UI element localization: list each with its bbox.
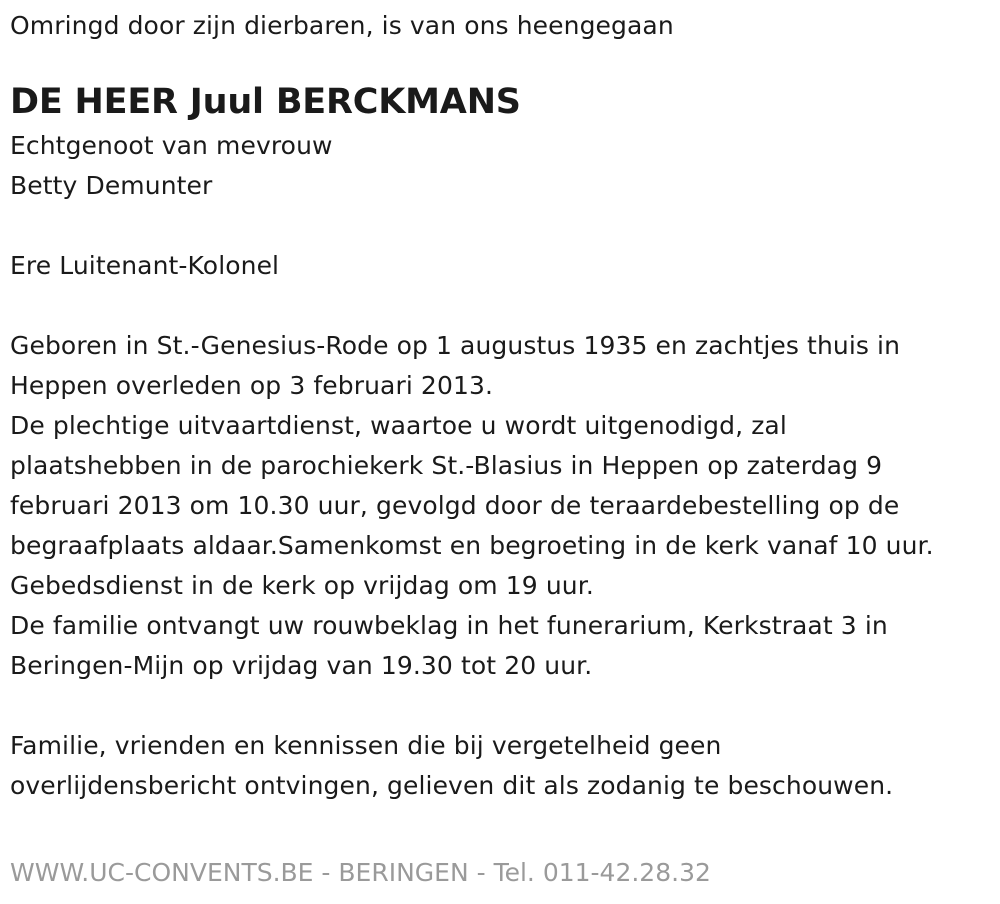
body-line: februari 2013 om 10.30 uur, gevolgd door de teraardebestelling op de	[10, 491, 900, 520]
spouse-line-2: Betty Demunter	[10, 171, 213, 200]
closing-line: Familie, vrienden en kennissen die bij vergetelheid geen	[10, 731, 722, 760]
obituary-notice	[10, 6, 995, 806]
spouse-line-1: Echtgenoot van mevrouw	[10, 131, 333, 160]
body-line: Gebedsdienst in de kerk op vrijdag om 19 uur.	[10, 571, 594, 600]
rank-text: Ere Luitenant-Kolonel	[10, 251, 280, 280]
spacer	[10, 286, 995, 326]
intro-text: Omringd door zijn dierbaren, is van ons heengegaan	[10, 11, 674, 40]
closing-line: overlijdensbericht ontvingen, gelieven dit als zodanig te beschouwen.	[10, 771, 894, 800]
closing-text	[10, 726, 995, 806]
spacer	[10, 206, 995, 246]
body-line: De familie ontvangt uw rouwbeklag in het funerarium, Kerkstraat 3 in	[10, 611, 888, 640]
body-line: begraafplaats aldaar.Samenkomst en begroeting in de kerk vanaf 10 uur.	[10, 531, 934, 560]
spacer	[10, 686, 995, 726]
deceased-name: DE HEER Juul BERCKMANS	[10, 82, 521, 122]
body-line: plaatshebben in de parochiekerk St.-Blasius in Heppen op zaterdag 9	[10, 451, 883, 480]
body-line: Heppen overleden op 3 februari 2013.	[10, 371, 494, 400]
body-line: Beringen-Mijn op vrijdag van 19.30 tot 20 uur.	[10, 651, 593, 680]
body-text	[10, 326, 995, 686]
body-line: De plechtige uitvaartdienst, waartoe u wordt uitgenodigd, zal	[10, 411, 787, 440]
footer-contact: WWW.UC-CONVENTS.BE - BERINGEN - Tel. 011-42.28.32	[10, 858, 711, 887]
body-line: Geboren in St.-Genesius-Rode op 1 augustus 1935 en zachtjes thuis in	[10, 331, 901, 360]
